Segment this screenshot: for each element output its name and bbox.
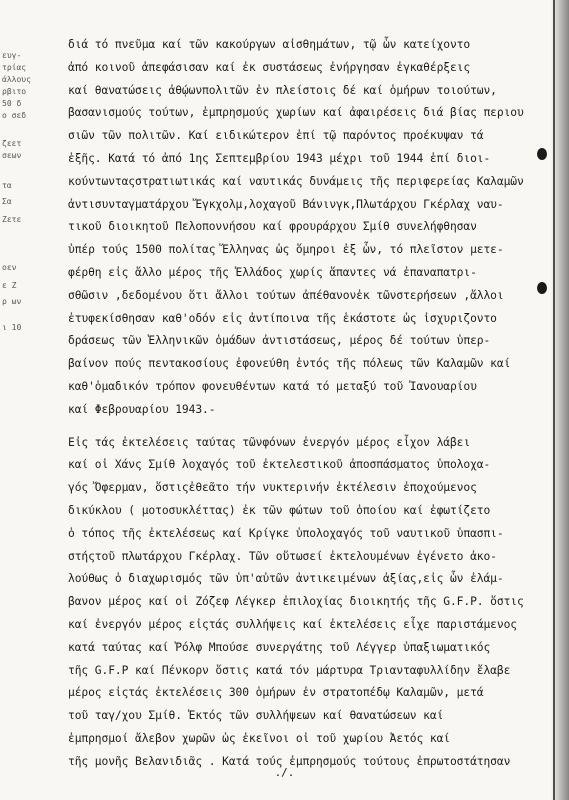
text-line: τοῦ ταγ/χου Σμίθ. Ἐκτός τῶν συλλήψεων καί θανατώσεων καί <box>68 709 444 723</box>
paragraph-2 <box>68 432 546 774</box>
text-line: μέρος εἰςτάς ἐκτελέσεις 300 ὁμήρων ἐν στρατοπέδῳ Καλαμῶν, μετά <box>68 686 484 700</box>
page-edge-line <box>553 0 555 800</box>
text-line: σθῶσιν ,δεδομένου ὅτι ἄλλοι τούτων ἀπέθανονἐκ τῶνστερήσεων ,ἄλλοι <box>68 288 504 302</box>
text-line: σιῶν τῶν πολιτῶν. Καί ειδικώτερον ἐπί τῷ παρόντος προέκυψαν τά <box>68 129 484 143</box>
text-line: ἀντισυνταγματάρχου Ἔγκχολμ,λοχαγοῦ Βάνινγκ,Πλωτάρχου Γκέρλαχ ναυ- <box>68 197 504 211</box>
margin-fragment: ο σεδ <box>2 111 27 120</box>
margin-fragment: ζεετ <box>2 139 22 148</box>
margin-fragment: ευγ- <box>2 51 22 60</box>
text-line: καί Φεβρουαρίου 1943.- <box>68 402 216 416</box>
typed-text-body <box>68 34 546 774</box>
text-line: βαίνον πούς πεντακοσίους ἐφονεύθη ἐντός τῆς πόλεως τῶν Καλαμῶν καί <box>68 357 511 371</box>
text-line: ὑπέρ τούς 1500 πολίτας Ἕλληνας ὡς ὅμηροι ἐξ ὧν, τό πλεῖστον μετε- <box>68 243 504 257</box>
page-continuation-mark: ./. <box>274 766 295 779</box>
text-line: ἀπό κοινοῦ ἀπεφάσισαν καί ἐκ συστάσεως ἐνήργησαν ἐγκαθέρξεις <box>68 60 471 74</box>
text-line: τῆς G.F.P καί Πένκορν ὅστις κατά τόν μάρτυρα Τριανταφυλλίδην ἔλαβε <box>68 663 511 677</box>
text-line: ἐμπρησμοί ἄλεβον χωρῶν ὡς ἐκεῖνοι οἱ τοῦ χωρίου Ἀετός καί <box>68 731 450 745</box>
margin-fragment: Σα <box>2 197 12 206</box>
text-line: λούθως ὁ διαχωρισμός τῶν ὑπ'αὐτῶν ἀντικειμένων ἀξίας,εἰς ὧν ἐλάμ- <box>68 572 504 586</box>
text-line: στήςτοῦ πλωτάρχου Γκέρλαχ. Τῶν οὕτωσεί ἐκτελουμένων ἐγένετο ἀκο- <box>68 549 497 563</box>
text-line: Εἰς τάς ἐκτελέσεις ταύτας τῶνφόνων ἐνεργόν μέρος εἶχον λάβει <box>68 435 471 449</box>
margin-fragment: ι 10 <box>2 323 22 332</box>
margin-fragment: τα <box>2 181 12 190</box>
text-line: διά τό πνεῦμα καί τῶν κακούργων αἰσθημάτων, τῷ ὧν κατείχοντο <box>68 38 471 51</box>
text-line: δράσεως τῶν Ἑλληνικῶν ὁμάδων ἀντιστάσεως, μέρος δέ τούτων ὑπερ- <box>68 334 491 348</box>
margin-fragment: οεν <box>2 263 17 272</box>
margin-fragment: σεων <box>2 151 22 160</box>
paragraph-1 <box>68 34 546 422</box>
text-line: καθ'ὁμαδικόν τρόπον φονευθέντων κατά τό μεταξύ τοῦ Ἰανουαρίου <box>68 379 477 393</box>
text-line: τῆς μονῆς Βελανιδιᾶς . Κατά τούς ἐμπρησμούς τούτους ἐπρωτοστάτησαν <box>68 754 511 768</box>
text-line: καί ἐνεργόν μέρος εἰςτάς συλλήψεις καί ἐκτελέσεις εἶχε παριστάμενος <box>68 617 517 631</box>
margin-fragment: ρβιτο <box>2 87 27 96</box>
margin-fragment: Ζετε <box>2 215 22 224</box>
text-line: ὁ τόπος τῆς ἐκτελέσεως καί Κρίγκε ὑπολοχαγός τοῦ ναυτικοῦ ὑπασπι- <box>68 526 504 540</box>
margin-fragment: τρίας <box>2 63 27 72</box>
paragraph-gap <box>68 422 546 432</box>
text-line: καί θανατώσεις ἀθῴωνπολιτῶν ἐν πλείστοις δέ καί ὁμήρων τοιούτων, <box>68 83 497 97</box>
margin-fragment: 50 δ <box>2 99 22 108</box>
margin-fragment: άλλους <box>2 75 31 84</box>
text-line: δικύκλου ( μοτοσυκλέττας) ἐκ τῶν φώτων τοῦ ὁποίου καί ἐφωτίζετο <box>68 503 491 517</box>
text-line: βασανισμούς τούτων, ἐμπρησμούς χωρίων καί ἀφαιρέσεις διά βίας περιου <box>68 106 524 120</box>
text-line: καί οἱ Χάνς Σμίθ λοχαγός τοῦ ἐκτελεστικοῦ ἀποσπάσματος ὑπολοχα- <box>68 458 491 472</box>
text-line: ἐτυφεκίσθησαν καθ'οδόν εἰς ἀντίποινα τῆς ἑκάστοτε ὡς ἰσχυριζοντο <box>68 311 497 325</box>
text-line: βανον μέρος καί οἱ Ζόζεφ Λέγκερ ἐπιλοχίας διοικητής τῆς G.F.P. ὅστις <box>68 595 524 609</box>
text-line: τικοῦ διοικητοῦ Πελοποννήσου καί φρουράρχου Σμίθ συνελήφθησαν <box>68 220 477 234</box>
left-margin-bleed <box>0 0 30 800</box>
text-line: γός Ὄφερμαν, ὅστιςἐθεᾶτο τήν νυκτερινήν ἐκτέλεσιν ἐποχούμενος <box>68 481 477 495</box>
margin-fragment: ε Ζ <box>2 281 17 290</box>
text-line: φέρθη εἰς ἄλλο μέρος τῆς Ἑλλάδος χωρίς ἅπαντες νά ἐπαναπατρι- <box>68 265 477 279</box>
margin-fragment: ρ ων <box>2 297 22 306</box>
text-line: κατά ταύτας καί Ῥόλφ Μπούσε συνεργάτης τοῦ Λέγγερ ὑπαξιωματικός <box>68 640 491 654</box>
text-line: κούντωνταςστρατιωτικάς καί ναυτικάς δυνάμεις τῆς περιφερείας Καλαμῶν <box>68 174 524 188</box>
text-line: ἑξῆς. Κατά τό ἀπό 1ης Σεπτεμβρίου 1943 μέχρι τοῦ 1944 ἐπί διοι- <box>68 151 491 165</box>
